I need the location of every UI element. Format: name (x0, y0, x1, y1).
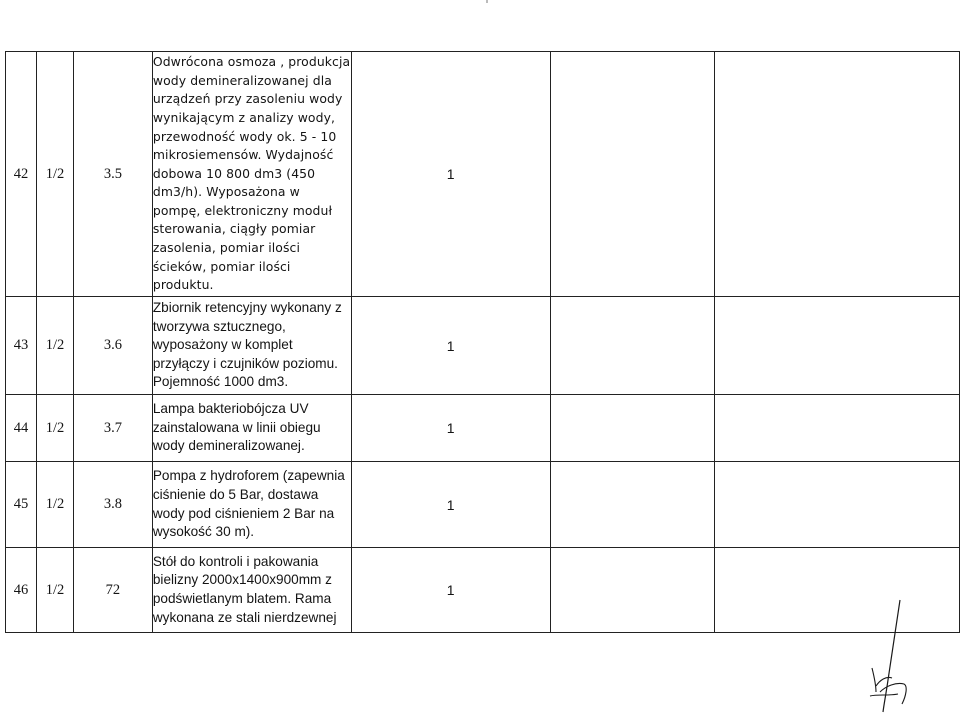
table-row (6, 52, 960, 297)
handwritten-signature (862, 596, 922, 714)
row-part: 1/2 (36, 52, 73, 297)
row-number: 42 (6, 52, 37, 297)
empty-cell (715, 395, 960, 462)
empty-cell (550, 462, 715, 548)
row-quantity: 1 (351, 548, 550, 633)
table-row (6, 462, 960, 548)
row-description: Lampa bakteriobójcza UV zainstalowana w linii obiegu wody demineralizowanej. (152, 395, 351, 462)
row-description: Stół do kontroli i pakowania bielizny 2000x1400x900mm z podświetlanym blatem. Rama wykonana ze stali nierdzewnej (152, 548, 351, 633)
table-row (6, 297, 960, 395)
row-position: 72 (73, 548, 152, 633)
empty-cell (715, 462, 960, 548)
row-number: 43 (6, 297, 37, 395)
row-description: Odwrócona osmoza , produkcja wody demineralizowanej dla urządzeń przy zasoleniu wody wynikającym z analizy wody, przewodność wody ok. 5 - 10 mikrosiemensów. Wydajność dobowa 10 800 dm3 (450 dm3/h). Wyposażona w pompę, elektroniczny moduł sterowania, ciągły pomiar zasolenia, pomiar ilości ścieków, pomiar ilości produktu. (152, 52, 351, 297)
row-part: 1/2 (36, 548, 73, 633)
scan-speck (486, 0, 488, 3)
row-number: 45 (6, 462, 37, 548)
empty-cell (550, 297, 715, 395)
row-quantity: 1 (351, 52, 550, 297)
specification-table (5, 51, 960, 633)
row-position: 3.7 (73, 395, 152, 462)
empty-cell (550, 548, 715, 633)
empty-cell (550, 395, 715, 462)
row-description: Zbiornik retencyjny wykonany z tworzywa sztucznego, wyposażony w komplet przyłączy i czujników poziomu. Pojemność 1000 dm3. (152, 297, 351, 395)
row-part: 1/2 (36, 297, 73, 395)
row-position: 3.6 (73, 297, 152, 395)
table-row (6, 548, 960, 633)
row-part: 1/2 (36, 462, 73, 548)
row-position: 3.8 (73, 462, 152, 548)
row-number: 44 (6, 395, 37, 462)
row-part: 1/2 (36, 395, 73, 462)
row-position: 3.5 (73, 52, 152, 297)
empty-cell (715, 297, 960, 395)
empty-cell (550, 52, 715, 297)
row-quantity: 1 (351, 462, 550, 548)
table-row (6, 395, 960, 462)
row-description: Pompa z hydroforem (zapewnia ciśnienie do 5 Bar, dostawa wody pod ciśnieniem 2 Bar na wysokość 30 m). (152, 462, 351, 548)
row-number: 46 (6, 548, 37, 633)
empty-cell (715, 52, 960, 297)
row-quantity: 1 (351, 297, 550, 395)
empty-cell (715, 548, 960, 633)
row-quantity: 1 (351, 395, 550, 462)
